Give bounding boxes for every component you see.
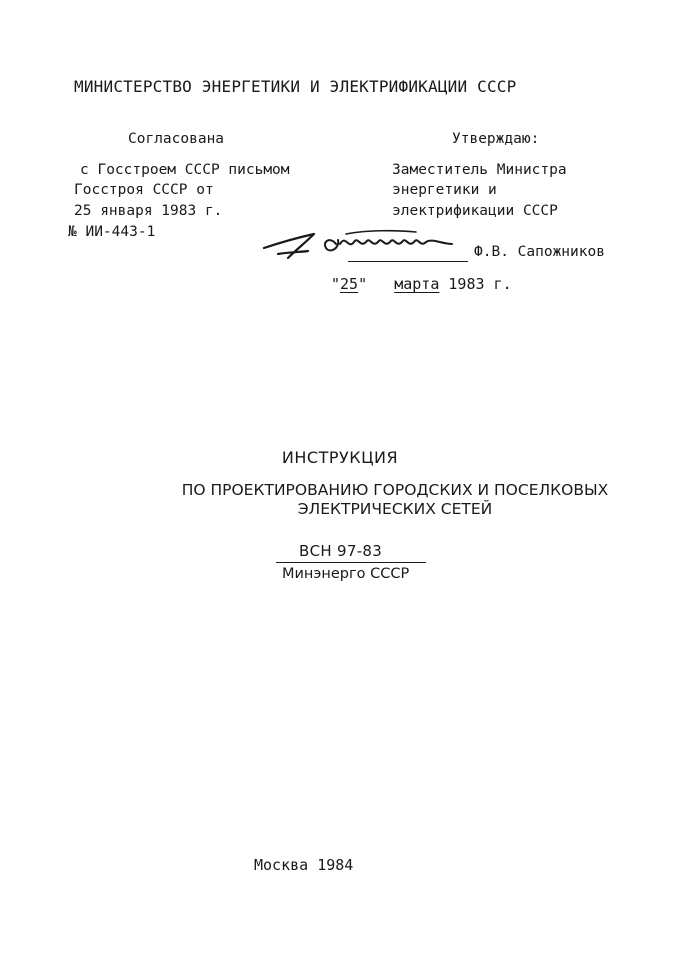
document-code: ВСН 97-83	[299, 542, 383, 560]
date-day: 25	[340, 275, 359, 293]
date-quote-open: "	[331, 275, 341, 293]
date-year: 1983 г.	[448, 275, 512, 293]
ministry-heading: МИНИСТЕРСТВО ЭНЕРГЕТИКИ И ЭЛЕКТРИФИКАЦИИ СССР	[74, 77, 517, 96]
agreed-line-1: с Госстроем СССР письмом	[80, 162, 290, 178]
agreed-line-2: Госстроя СССР от	[74, 182, 214, 198]
agreed-line-3: 25 января 1983 г.	[74, 203, 223, 219]
approval-title: Утверждаю:	[452, 131, 540, 147]
approval-line-3: электрификации СССР	[392, 203, 558, 219]
code-underline	[276, 562, 426, 563]
signer-name: Ф.В. Сапожников	[474, 244, 605, 260]
handwritten-signature	[256, 224, 466, 264]
agreed-line-4: № ИИ-443-1	[68, 224, 156, 240]
document-issuer: Минэнерго СССР	[282, 566, 410, 582]
document-type: ИНСТРУКЦИЯ	[281, 448, 399, 467]
date-quote-close: "	[358, 275, 368, 293]
document-title-line-2: ЭЛЕКТРИЧЕСКИХ СЕТЕЙ	[297, 500, 493, 518]
signature-line	[348, 261, 468, 262]
agreed-title: Согласована	[128, 131, 225, 147]
date-month: марта	[394, 275, 440, 293]
approval-date	[331, 275, 512, 293]
place-and-year: Москва 1984	[254, 856, 354, 874]
document-title-line-1: ПО ПРОЕКТИРОВАНИЮ ГОРОДСКИХ И ПОСЕЛКОВЫХ	[181, 481, 609, 499]
approval-line-1: Заместитель Министра	[392, 162, 567, 178]
approval-line-2: энергетики и	[392, 182, 497, 198]
